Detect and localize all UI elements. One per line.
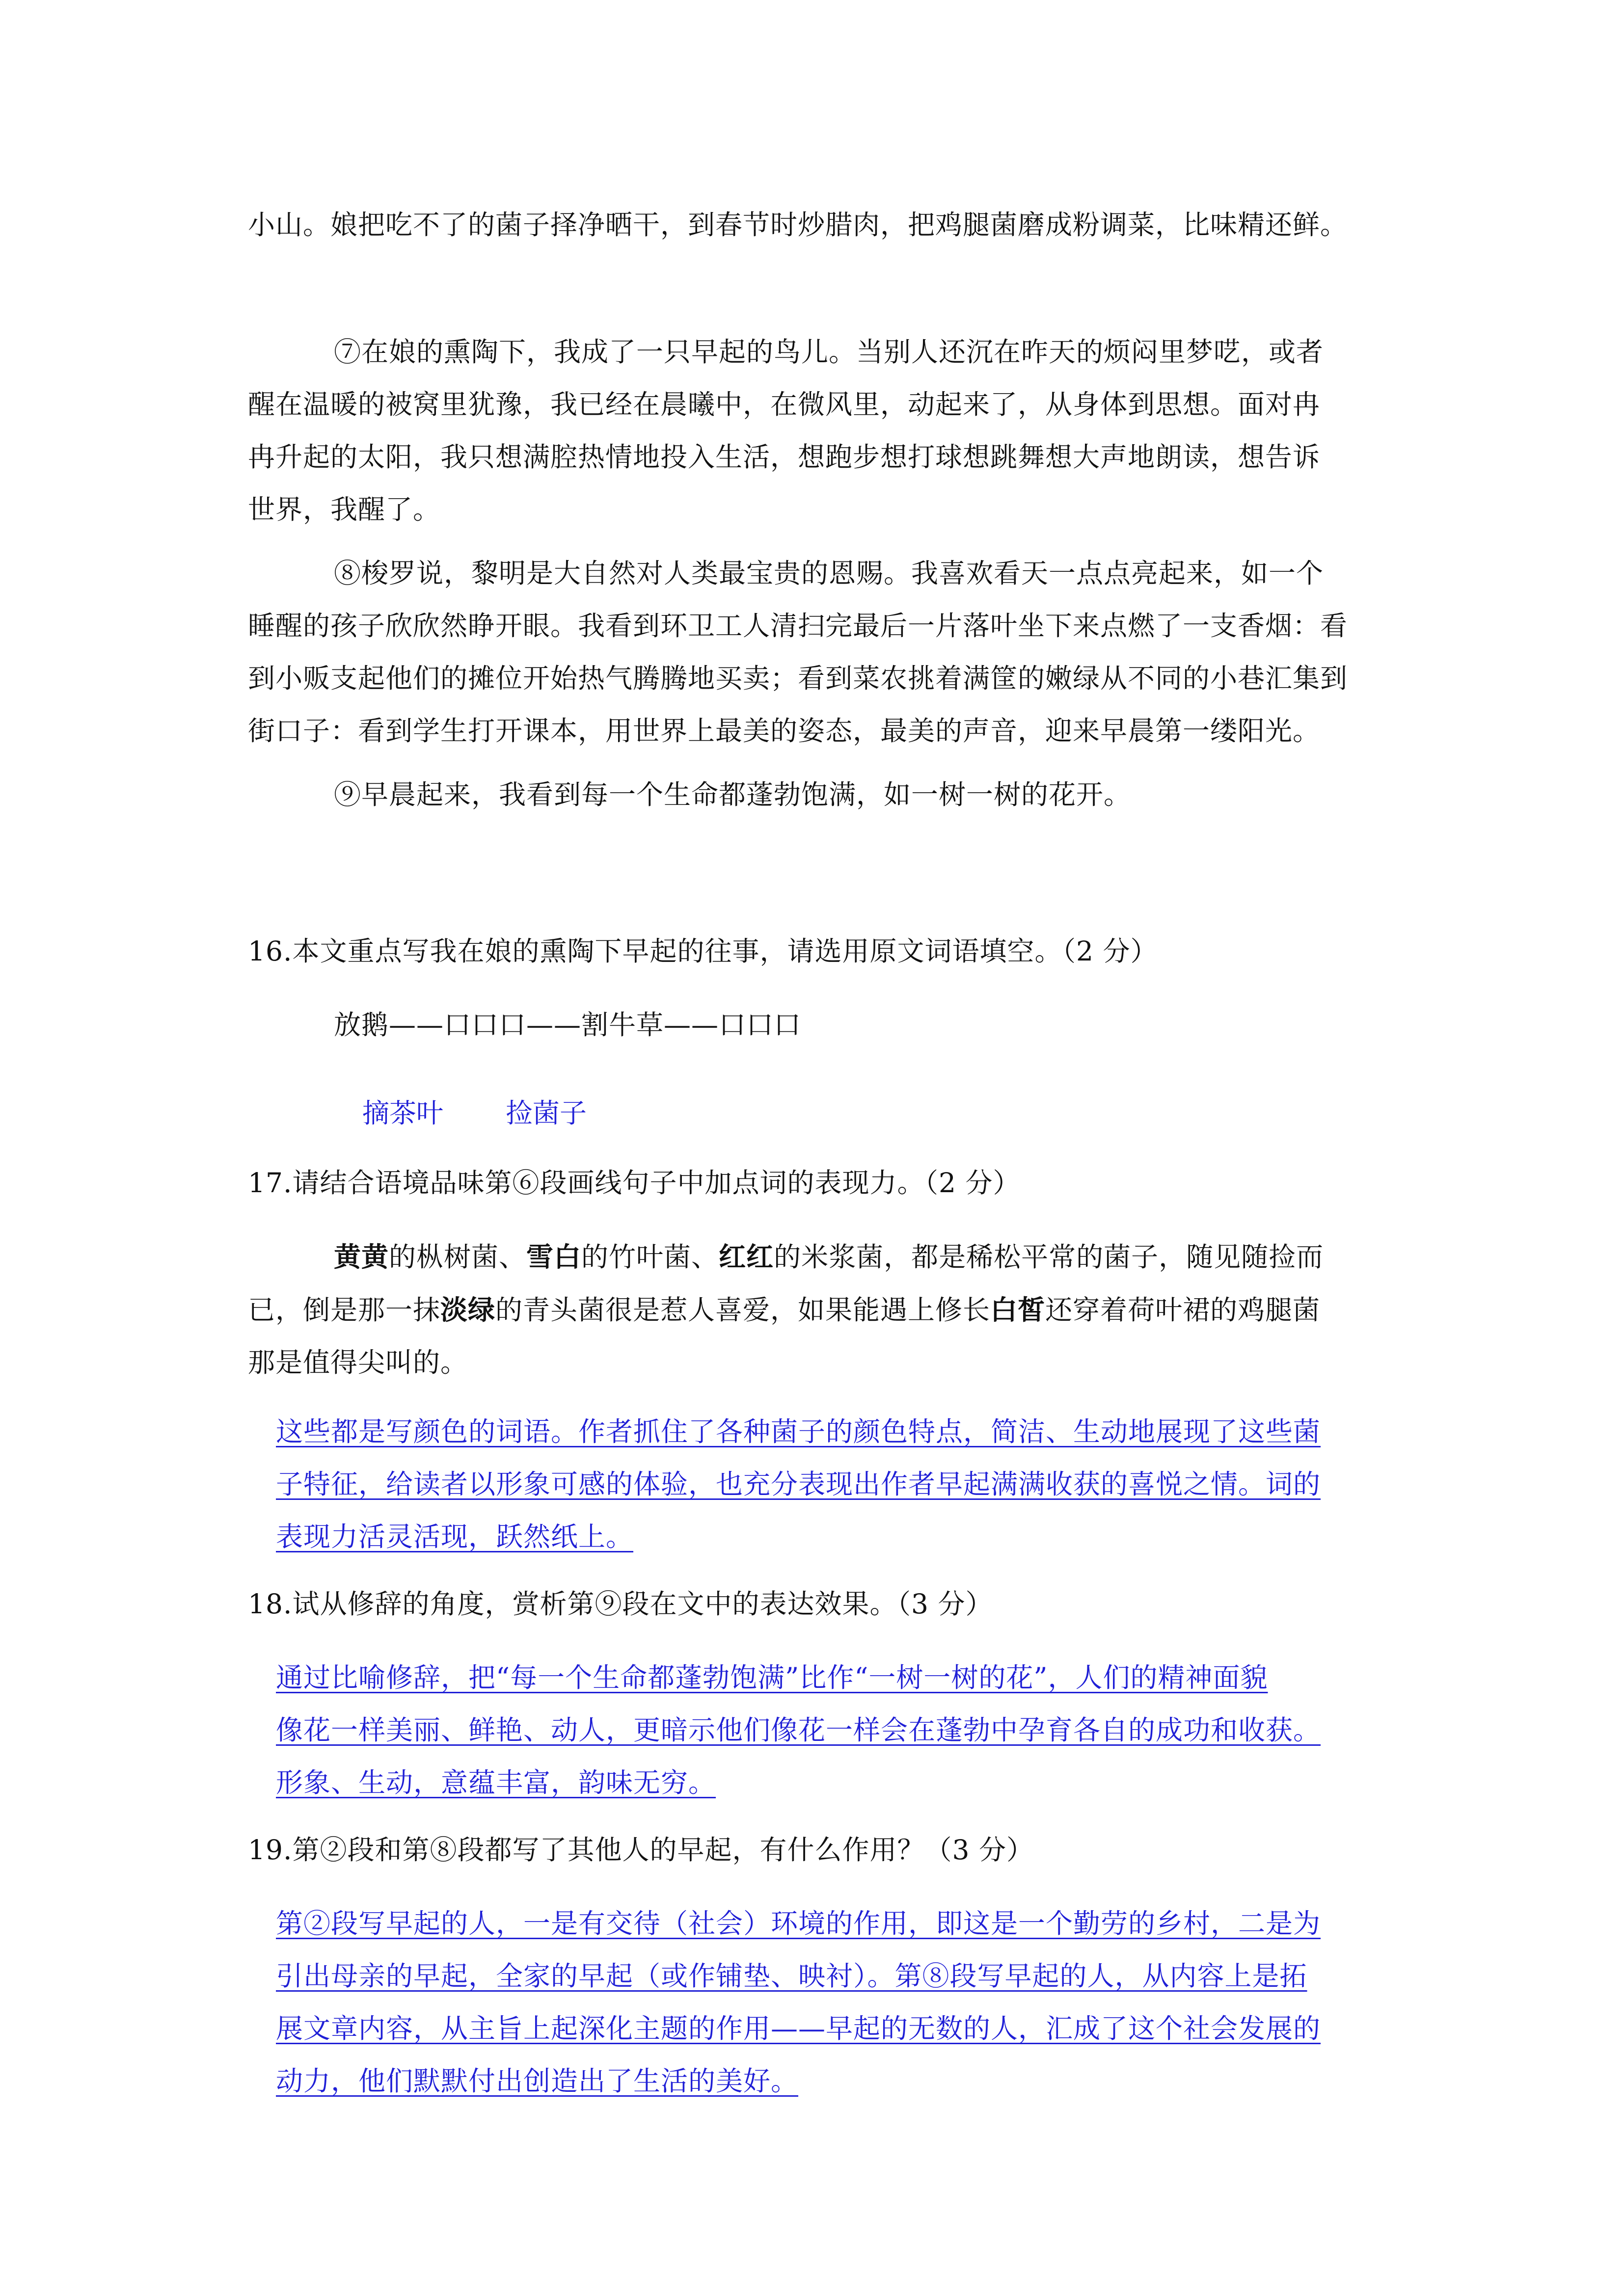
question-16-prompt: 放鹅——口口口——割牛草——口口口 [334, 1009, 802, 1041]
bold-word-2: 雪白 [526, 1241, 582, 1273]
question-16: 16.本文重点写我在娘的熏陶下早起的往事，请选用原文词语填空。（2 分） [248, 935, 1158, 967]
question-19-answer: 第②段写早起的人，一是有交待（社会）环境的作用，即这是一个勤劳的乡村，二是为 引出母亲的早起，全家的早起（或作铺垫、映衬）。第⑧段写早起的人，从内容上是拓 展文章内容，从主旨上起深化主题的作用——早起的无数的人，汇成了这个社会发展的 动力，他们默默付出创造出了生活的美好。 [276, 1908, 1321, 2097]
question-16-answer-1: 摘茶叶 [362, 1097, 444, 1129]
bold-word-5: 白皙 [990, 1294, 1046, 1326]
question-18-answer: 通过比喻修辞，把“每一个生命都蓬勃饱满”比作“一树一树的花”，人们的精神面貌 像花一样美丽、鲜艳、动人，更暗示他们像花一样会在蓬勃中孕育各自的成功和收获。 形象、生动，意蕴丰富，韵味无穷。 [276, 1662, 1321, 1798]
paragraph-9: ⑨早晨起来，我看到每一个生命都蓬勃饱满，如一树一树的花开。 [334, 779, 1132, 810]
bold-word-4: 淡绿 [440, 1294, 496, 1326]
question-17-quote: 黄黄的枞树菌、雪白的竹叶菌、红红的米浆菌，都是稀松平常的菌子，随见随捡而 已，倒是那一抹淡绿的青头菌很是惹人喜爱，如果能遇上修长白皙还穿着荷叶裙的鸡腿菌 那是值得尖叫的。 [248, 1241, 1324, 1378]
question-16-answer-2: 捡菌子 [506, 1097, 587, 1129]
paragraph-7: ⑦在娘的熏陶下，我成了一只早起的鸟儿。当别人还沉在昨天的烦闷里梦呓，或者 醒在温暖的被窝里犹豫，我已经在晨曦中，在微风里，动起来了，从身体到思想。面对冉 冉升起的太阳，我只想满腔热情地投入生活，想跑步想打球想跳舞想大声地朗读，想告诉 世界，我醒了。 [248, 336, 1324, 525]
paragraph-8: ⑧梭罗说，黎明是大自然对人类最宝贵的恩赐。我喜欢看天一点点亮起来，如一个 睡醒的孩子欣欣然睁开眼。我看到环卫工人清扫完最后一片落叶坐下来点燃了一支香烟：看 到小贩支起他们的摊位开始热气腾腾地买卖；看到菜农挑着满筐的嫩绿从不同的小巷汇集到 街口子：看到学生打开课本，用世界上最美的姿态，最美的声音，迎来早晨第一缕阳光。 [248, 558, 1348, 747]
question-17: 17.请结合语境品味第⑥段画线句子中加点词的表现力。（2 分） [248, 1167, 1021, 1199]
bold-word-1: 黄黄 [334, 1241, 389, 1273]
question-19: 19.第②段和第⑧段都写了其他人的早起，有什么作用？（3 分） [248, 1834, 1034, 1866]
bold-word-3: 红红 [719, 1241, 774, 1273]
paragraph-6-continuation: 小山。娘把吃不了的菌子择净晒干，到春节时炒腊肉，把鸡腿菌磨成粉调菜，比味精还鲜。 [248, 209, 1348, 240]
question-17-answer: 这些都是写颜色的词语。作者抓住了各种菌子的颜色特点，简洁、生动地展现了这些菌 子特征，给读者以形象可感的体验，也充分表现出作者早起满满收获的喜悦之情。词的 表现力活灵活现，跃然纸上。 [276, 1416, 1321, 1552]
question-18: 18.试从修辞的角度，赏析第⑨段在文中的表达效果。（3 分） [248, 1588, 993, 1620]
